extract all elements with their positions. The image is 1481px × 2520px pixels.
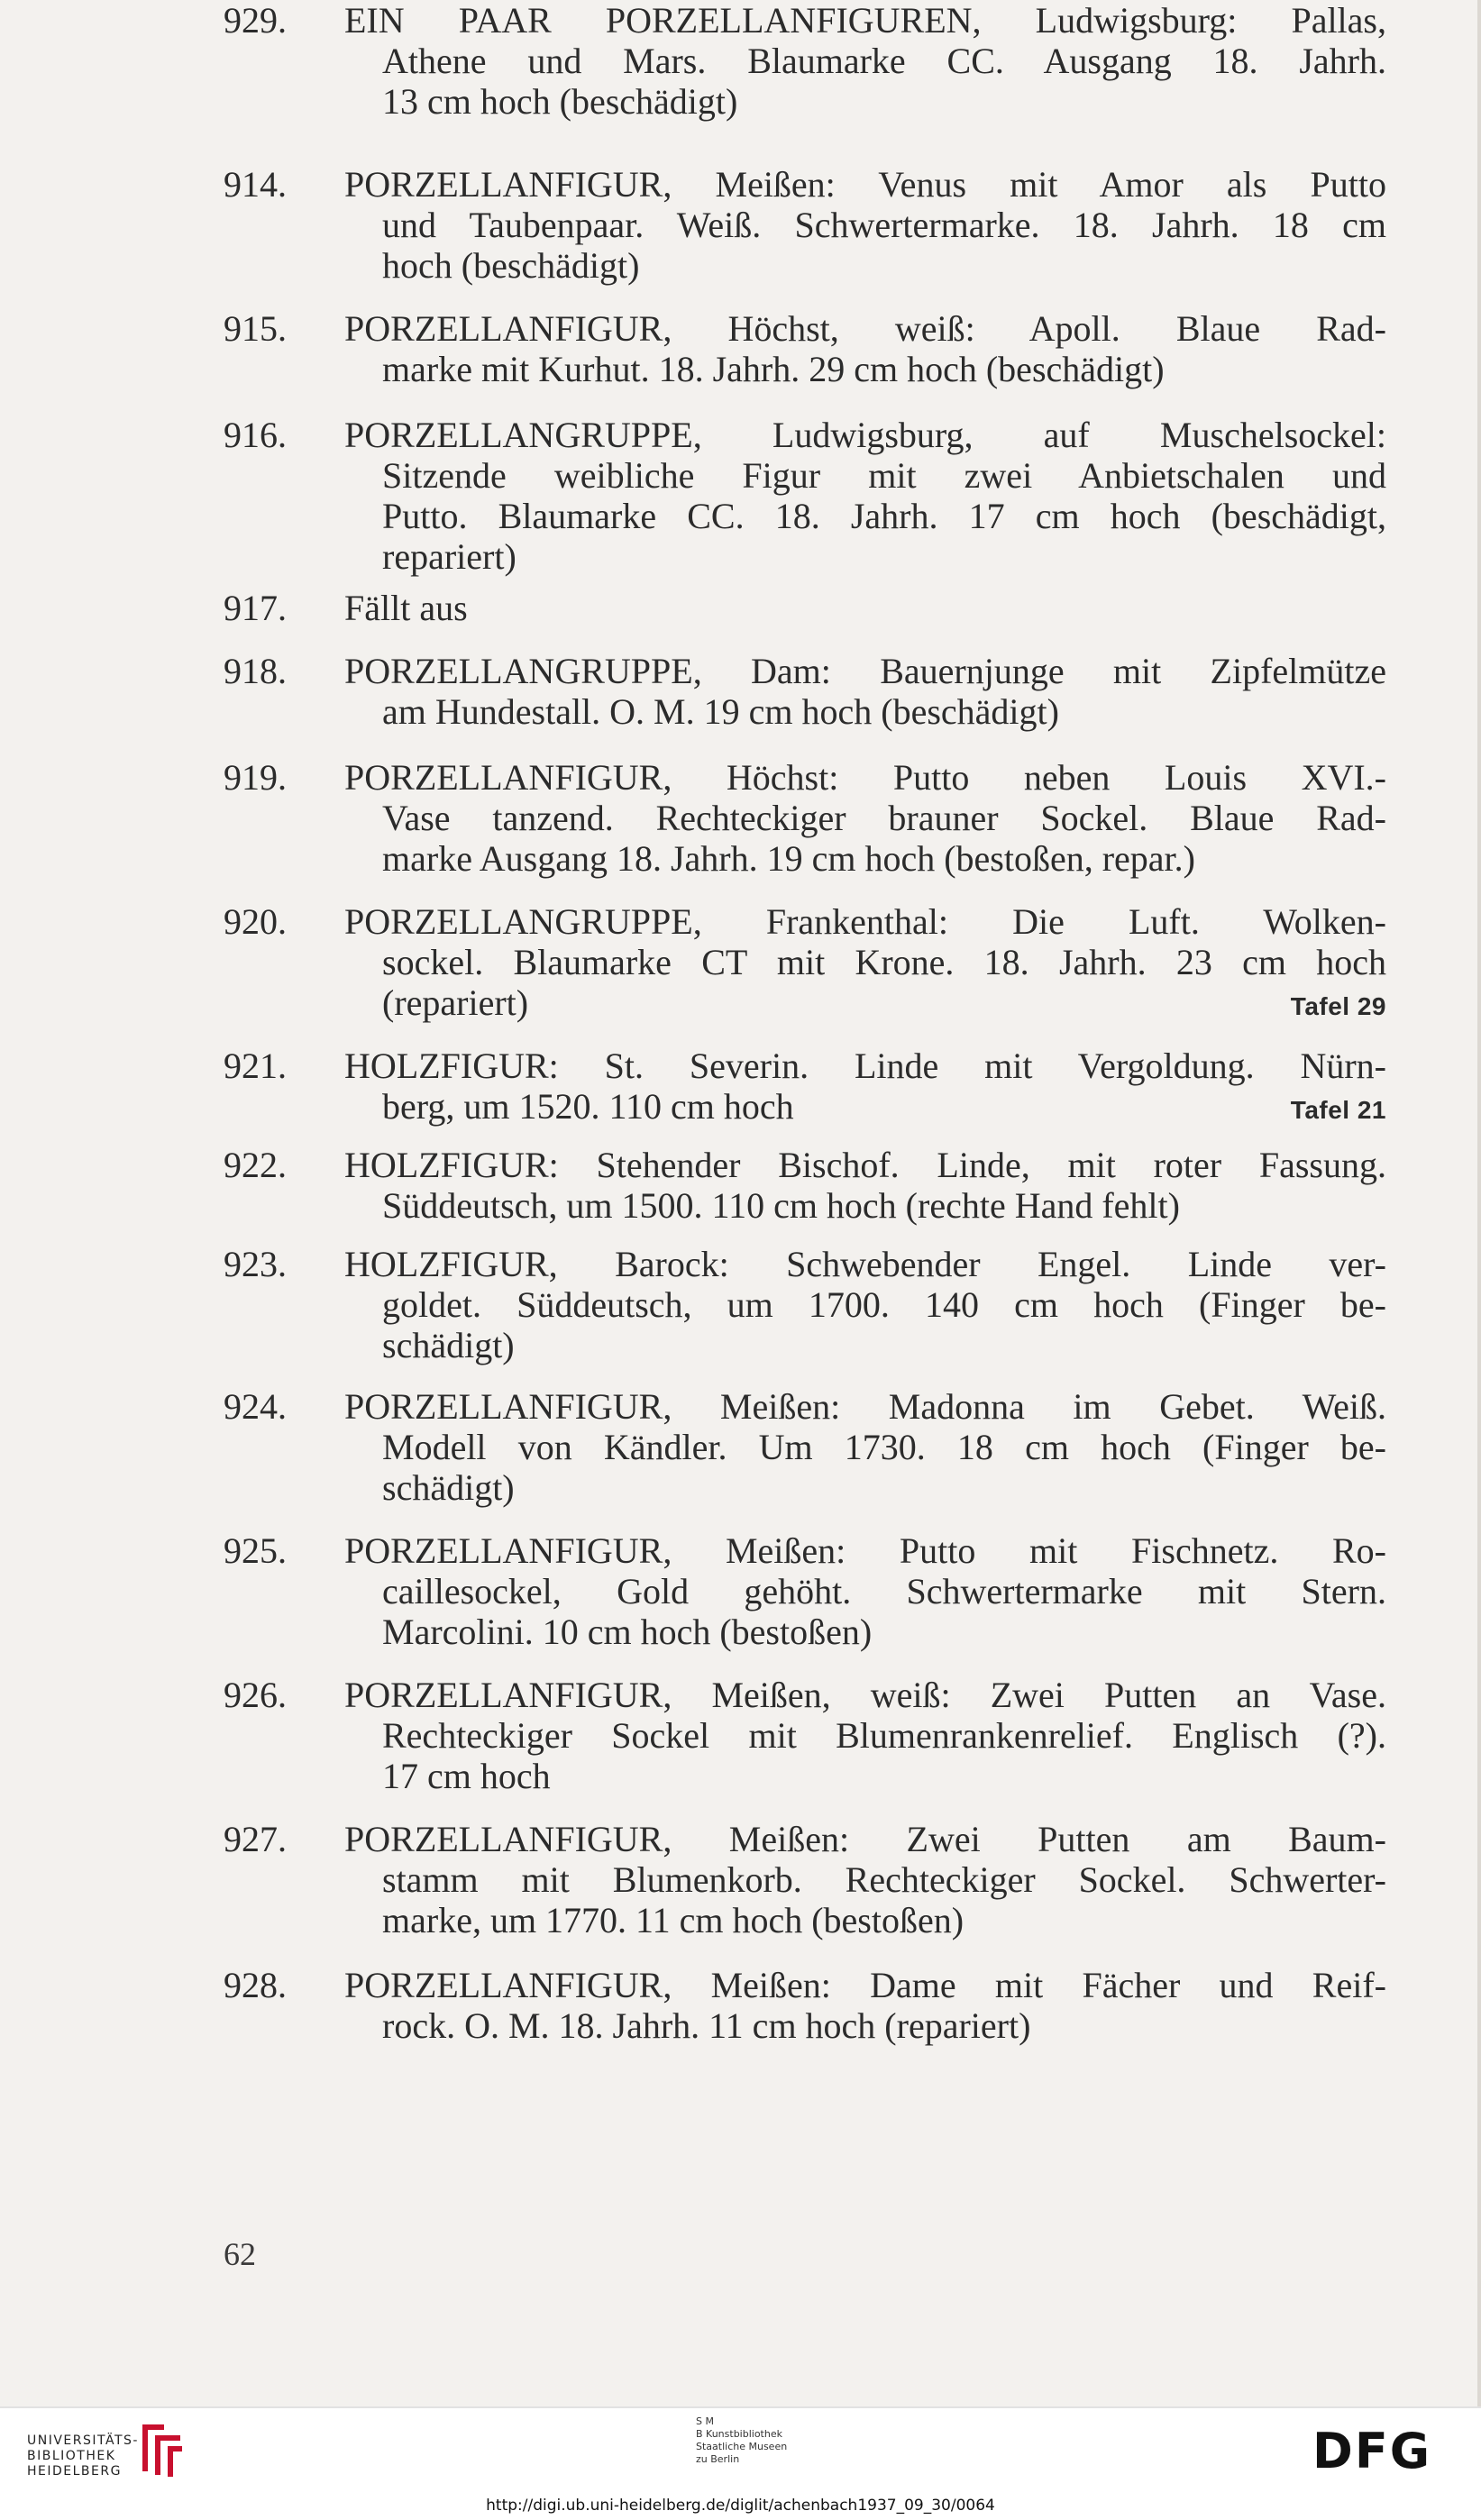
catalog-entry bbox=[224, 1045, 1386, 1130]
description-line: PORZELLANFIGUR, Meißen: Venus mit Amor als Putto bbox=[344, 164, 1386, 205]
stamp-line: zu Berlin bbox=[696, 2453, 740, 2465]
lot-number: 923. bbox=[224, 1244, 287, 1284]
lot-description bbox=[344, 164, 1386, 286]
description-line: HOLZFIGUR: St. Severin. Linde mit Vergoldung. Nürn- bbox=[344, 1045, 1386, 1086]
lot-description bbox=[344, 0, 1386, 122]
lot-description bbox=[344, 651, 1386, 732]
description-line-with-plate bbox=[344, 982, 1386, 1027]
lot-number: 929. bbox=[224, 0, 287, 41]
lot-number: 928. bbox=[224, 1965, 287, 2005]
description-line: 17 cm hoch bbox=[382, 1756, 551, 1796]
description-line: am Hundestall. O. M. 19 cm hoch (beschädigt) bbox=[382, 691, 1059, 732]
catalog-entry bbox=[224, 901, 1386, 1027]
lot-number: 926. bbox=[224, 1675, 287, 1715]
description-line: Putto. Blaumarke CC. 18. Jahrh. 17 cm hoch (beschädigt, bbox=[382, 496, 1386, 536]
lot-number: 925. bbox=[224, 1530, 287, 1571]
university-line: HEIDELBERG bbox=[27, 2464, 122, 2479]
catalog-entry bbox=[224, 415, 1386, 577]
catalog-entry bbox=[224, 757, 1386, 879]
catalog-entry bbox=[224, 588, 1386, 628]
lot-number: 914. bbox=[224, 164, 287, 205]
description-line: PORZELLANGRUPPE, Frankenthal: Die Luft. Wolken- bbox=[344, 901, 1386, 942]
catalog-entry bbox=[224, 1145, 1386, 1226]
description-line: rock. O. M. 18. Jahrh. 11 cm hoch (repariert) bbox=[382, 2005, 1031, 2046]
lot-number: 927. bbox=[224, 1819, 287, 1859]
lot-number: 924. bbox=[224, 1386, 287, 1427]
lot-number: 916. bbox=[224, 415, 287, 455]
catalog-entry bbox=[224, 1675, 1386, 1796]
description-line: schädigt) bbox=[382, 1325, 515, 1365]
lot-description bbox=[344, 901, 1386, 1027]
catalog-entry bbox=[224, 1530, 1386, 1652]
description-line: und Taubenpaar. Weiß. Schwertermarke. 18. Jahrh. 18 cm bbox=[382, 205, 1386, 245]
description-line: PORZELLANFIGUR, Meißen: Madonna im Gebet. Weiß. bbox=[344, 1386, 1386, 1427]
university-line: UNIVERSITÄTS- bbox=[27, 2433, 139, 2448]
description-line: goldet. Süddeutsch, um 1700. 140 cm hoch (Finger be- bbox=[382, 1284, 1386, 1325]
stamp-line: Staatliche Museen bbox=[696, 2441, 788, 2452]
lot-description bbox=[344, 1145, 1386, 1226]
lot-number: 917. bbox=[224, 588, 287, 628]
catalog-entry bbox=[224, 1965, 1386, 2046]
description-line: Marcolini. 10 cm hoch (bestoßen) bbox=[382, 1612, 873, 1652]
university-line: BIBLIOTHEK bbox=[27, 2449, 116, 2463]
description-line: HOLZFIGUR, Barock: Schwebender Engel. Linde ver- bbox=[344, 1244, 1386, 1284]
lot-description bbox=[344, 1045, 1386, 1130]
description-line: Rechteckiger Sockel mit Blumenrankenrelief. Englisch (?). bbox=[382, 1715, 1386, 1756]
lot-number: 920. bbox=[224, 901, 287, 942]
lot-description bbox=[344, 1244, 1386, 1365]
lot-number: 915. bbox=[224, 308, 287, 349]
catalog-entry bbox=[224, 1244, 1386, 1365]
description-line: 13 cm hoch (beschädigt) bbox=[382, 81, 738, 122]
description-line: PORZELLANFIGUR, Höchst, weiß: Apoll. Blaue Rad- bbox=[344, 308, 1386, 349]
description-line: HOLZFIGUR: Stehender Bischof. Linde, mit roter Fassung. bbox=[344, 1145, 1386, 1185]
description-line: Fällt aus bbox=[344, 588, 468, 628]
lot-description bbox=[344, 308, 1386, 389]
stamp-line: S M bbox=[696, 2415, 714, 2427]
description-line: EIN PAAR PORZELLANFIGUREN, Ludwigsburg: Pallas, bbox=[344, 0, 1386, 41]
page-edge bbox=[1477, 0, 1481, 2406]
lot-description bbox=[344, 588, 1386, 628]
plate-reference: Tafel 21 bbox=[1290, 1096, 1386, 1124]
lot-description bbox=[344, 757, 1386, 879]
description-line: PORZELLANFIGUR, Meißen: Zwei Putten am Baum- bbox=[344, 1819, 1386, 1859]
description-line: marke Ausgang 18. Jahrh. 19 cm hoch (bestoßen, repar.) bbox=[382, 838, 1195, 879]
stamp-line: B Kunstbibliothek bbox=[696, 2428, 782, 2440]
lot-number: 921. bbox=[224, 1045, 287, 1086]
description-line: schädigt) bbox=[382, 1467, 515, 1508]
description-line: (repariert) bbox=[382, 982, 529, 1023]
description-line: PORZELLANGRUPPE, Ludwigsburg, auf Muschelsockel: bbox=[344, 415, 1386, 455]
description-line-with-plate bbox=[344, 1086, 1386, 1130]
description-line: stamm mit Blumenkorb. Rechteckiger Sockel. Schwerter- bbox=[382, 1859, 1386, 1900]
lot-description bbox=[344, 1819, 1386, 1940]
catalog-entry bbox=[224, 308, 1386, 389]
catalog-entry bbox=[224, 1819, 1386, 1940]
lot-description bbox=[344, 1965, 1386, 2046]
university-library-label bbox=[27, 2433, 139, 2479]
description-line: marke, um 1770. 11 cm hoch (bestoßen) bbox=[382, 1900, 964, 1940]
description-line: Süddeutsch, um 1500. 110 cm hoch (rechte Hand fehlt) bbox=[382, 1185, 1180, 1226]
description-line: repariert) bbox=[382, 536, 517, 577]
description-line: Sitzende weibliche Figur mit zwei Anbietschalen und bbox=[382, 455, 1386, 496]
catalog-entry bbox=[224, 1386, 1386, 1508]
lot-description bbox=[344, 1530, 1386, 1652]
catalog-entry bbox=[224, 164, 1386, 286]
description-line: Athene und Mars. Blaumarke CC. Ausgang 18. Jahrh. bbox=[382, 41, 1386, 81]
museum-stamp bbox=[696, 2415, 787, 2466]
description-line: sockel. Blaumarke CT mit Krone. 18. Jahrh. 23 cm hoch bbox=[382, 942, 1386, 982]
lot-number: 918. bbox=[224, 651, 287, 691]
plate-reference: Tafel 29 bbox=[1290, 992, 1386, 1020]
catalog-entry bbox=[224, 0, 1386, 122]
description-line: hoch (beschädigt) bbox=[382, 245, 640, 286]
description-line: PORZELLANGRUPPE, Dam: Bauernjunge mit Zipfelmütze bbox=[344, 651, 1386, 691]
page-number: 62 bbox=[224, 2236, 256, 2272]
description-line: marke mit Kurhut. 18. Jahrh. 29 cm hoch (beschädigt) bbox=[382, 349, 1165, 389]
description-line: Modell von Kändler. Um 1730. 18 cm hoch (Finger be- bbox=[382, 1427, 1386, 1467]
lot-number: 922. bbox=[224, 1145, 287, 1185]
lot-description bbox=[344, 1386, 1386, 1508]
description-line: berg, um 1520. 110 cm hoch bbox=[382, 1086, 794, 1127]
lot-number: 919. bbox=[224, 757, 287, 798]
dfg-logo[interactable]: DFG bbox=[1312, 2423, 1432, 2479]
description-line: PORZELLANFIGUR, Meißen: Dame mit Fächer und Reif- bbox=[344, 1965, 1386, 2005]
source-url[interactable]: http://digi.ub.uni-heidelberg.de/diglit/achenbach1937_09_30/0064 bbox=[486, 2497, 995, 2515]
description-line: PORZELLANFIGUR, Meißen: Putto mit Fischnetz. Ro- bbox=[344, 1530, 1386, 1571]
description-line: Vase tanzend. Rechteckiger brauner Sockel. Blaue Rad- bbox=[382, 798, 1386, 838]
description-line: PORZELLANFIGUR, Höchst: Putto neben Louis XVI.- bbox=[344, 757, 1386, 798]
lot-description bbox=[344, 1675, 1386, 1796]
description-line: caillesockel, Gold gehöht. Schwertermarke mit Stern. bbox=[382, 1571, 1386, 1612]
university-logo-icon[interactable] bbox=[137, 2421, 187, 2479]
lot-description bbox=[344, 415, 1386, 577]
description-line: PORZELLANFIGUR, Meißen, weiß: Zwei Putten an Vase. bbox=[344, 1675, 1386, 1715]
catalog-entry bbox=[224, 651, 1386, 732]
